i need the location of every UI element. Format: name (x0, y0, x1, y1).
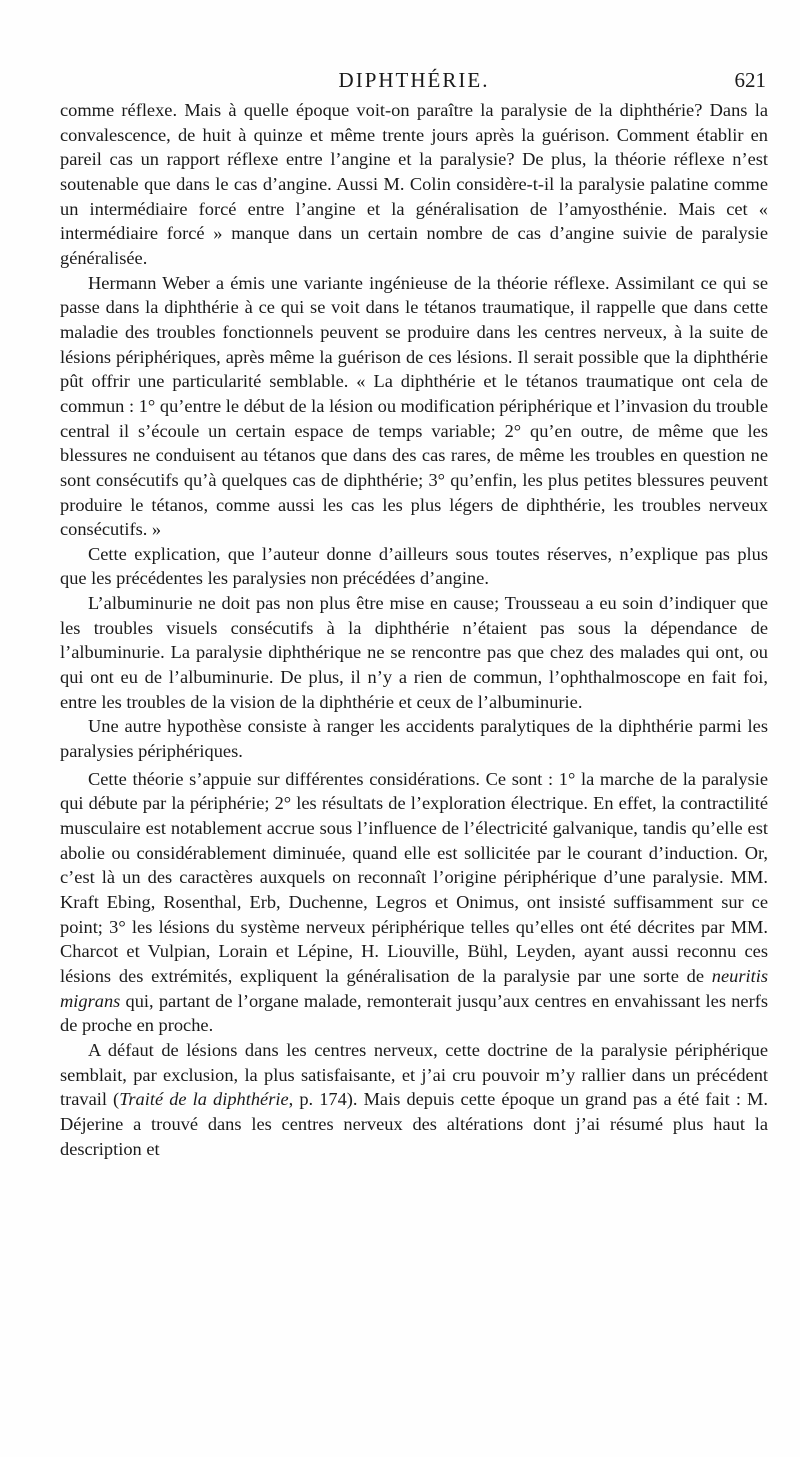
paragraph (60, 98, 768, 271)
paragraph (60, 714, 768, 763)
italic-text: Traité de la diphthérie (119, 1089, 289, 1110)
running-head (60, 68, 768, 98)
text-run: , p. 174). Mais depuis cette époque un grand pas a été fait : M. Déjerine a trouvé dans les centres nerveux des altérations dont j’ai résumé plus haut la description et (60, 1089, 769, 1159)
paragraph (60, 767, 768, 1038)
text-run: Cette théorie s’appuie sur différentes considérations. Ce sont : 1° la marche de la paralysie qui débute par la périphérie; 2° les résultats de l’exploration électrique. En effet, la contractilité musculaire est notablement accrue sous l’influence de l’électricité galvanique, tandis qu’elle est abolie ou considérablement diminuée, quand elle est sollicitée par le courant d’induction. Or, c’est là un des caractères auxquels on reconnaît l’origine périphérique d’une paralysie. MM. Kraft Ebing, Rosenthal, Erb, Duchenne, Legros et Onimus, ont insisté suffisamment sur ce point; 3° les lésions du système nerveux périphérique telles qu’elles ont été décrites par MM. Charcot et Vulpian, Lorain et Lépine, H. Liouville, Bühl, Leyden, ayant aussi reconnu ces lésions des extrémités, expliquent la généralisation de la paralysie par une sorte de (60, 768, 768, 986)
paragraph (60, 591, 768, 714)
text-run: A défaut de lésions dans les centres nerveux, cette doctrine de la paralysie périphérique semblait, par exclusion, la plus satisfaisante, et j’ai cru pouvoir m’y rallier dans un précédent travail ( (60, 1039, 768, 1110)
text-run: qui, partant de l’organe malade, remonterait jusqu’aux centres en envahissant les nerfs de proche en proche. (60, 990, 768, 1036)
page-number: 621 (734, 68, 766, 92)
text-run: L’albuminurie ne doit pas non plus être mise en cause; Trousseau a eu soin d’indiquer que les troubles visuels consécutifs à la diphthérie n’étaient pas sous la dépendance de l’albuminurie. La paralysie diphthérique ne se rencontre pas que chez des malades qui ont, ou qui ont eu de l’albuminurie. De plus, il n’y a rien de commun, l’ophthalmoscope en fait foi, entre les troubles de la vision de la diphthérie et ceux de l’albuminurie. (60, 593, 768, 712)
text-run: Cette explication, que l’auteur donne d’ailleurs sous toutes réserves, n’explique pas plus que les précédentes les paralysies non précédées d’angine. (60, 543, 768, 589)
italic-text: neuritis migrans (60, 965, 768, 1011)
paragraph (60, 1038, 768, 1161)
body-text (60, 98, 768, 1161)
text-run: comme réflexe. Mais à quelle époque voit-on paraître la paralysie de la diphthérie? Dans la convalescence, de huit à quinze et même trente jours après la guérison. Comment établir en pareil cas un rapport réflexe entre l’angine et la paralysie? De plus, la théorie réflexe n’est soutenable que dans le cas d’angine. Aussi M. Colin considère-t-il la paralysie palatine comme un intermédiaire forcé entre l’angine et la généralisation de l’amyosthénie. Mais cet « intermédiaire forcé » manque dans un certain nombre de cas d’angine suivie de paralysie généralisée. (60, 100, 768, 268)
text-run: Hermann Weber a émis une variante ingénieuse de la théorie réflexe. Assimilant ce qui se passe dans la diphthérie à ce qui se voit dans le tétanos traumatique, il rappelle que dans cette maladie des troubles fonctionnels peuvent se produire dans les centres nerveux, à la suite de lésions périphériques, après même la guérison de ces lésions. Il serait possible que la diphthérie pût offrir une particularité semblable. « La diphthérie et le tétanos traumatique ont cela de commun : 1° qu’entre le début de la lésion ou modification périphérique et l’invasion du trouble central il s’écoule un certain espace de temps variable; 2° qu’en outre, de même que les blessures ne conduisent au tétanos que dans des cas rares, de même les troubles en question ne sont consécutifs qu’à quelques cas de diphthérie; 3° qu’enfin, les plus petites blessures peuvent produire le tétanos, comme aussi les cas les plus légers de diphthérie, les troubles nerveux consécutifs. » (60, 272, 768, 540)
text-run: Une autre hypothèse consiste à ranger les accidents paralytiques de la diphthérie parmi les paralysies périphériques. (60, 716, 768, 762)
paragraph (60, 542, 768, 591)
paragraph (60, 271, 768, 542)
running-title: DIPHTHÉRIE. (338, 68, 490, 92)
